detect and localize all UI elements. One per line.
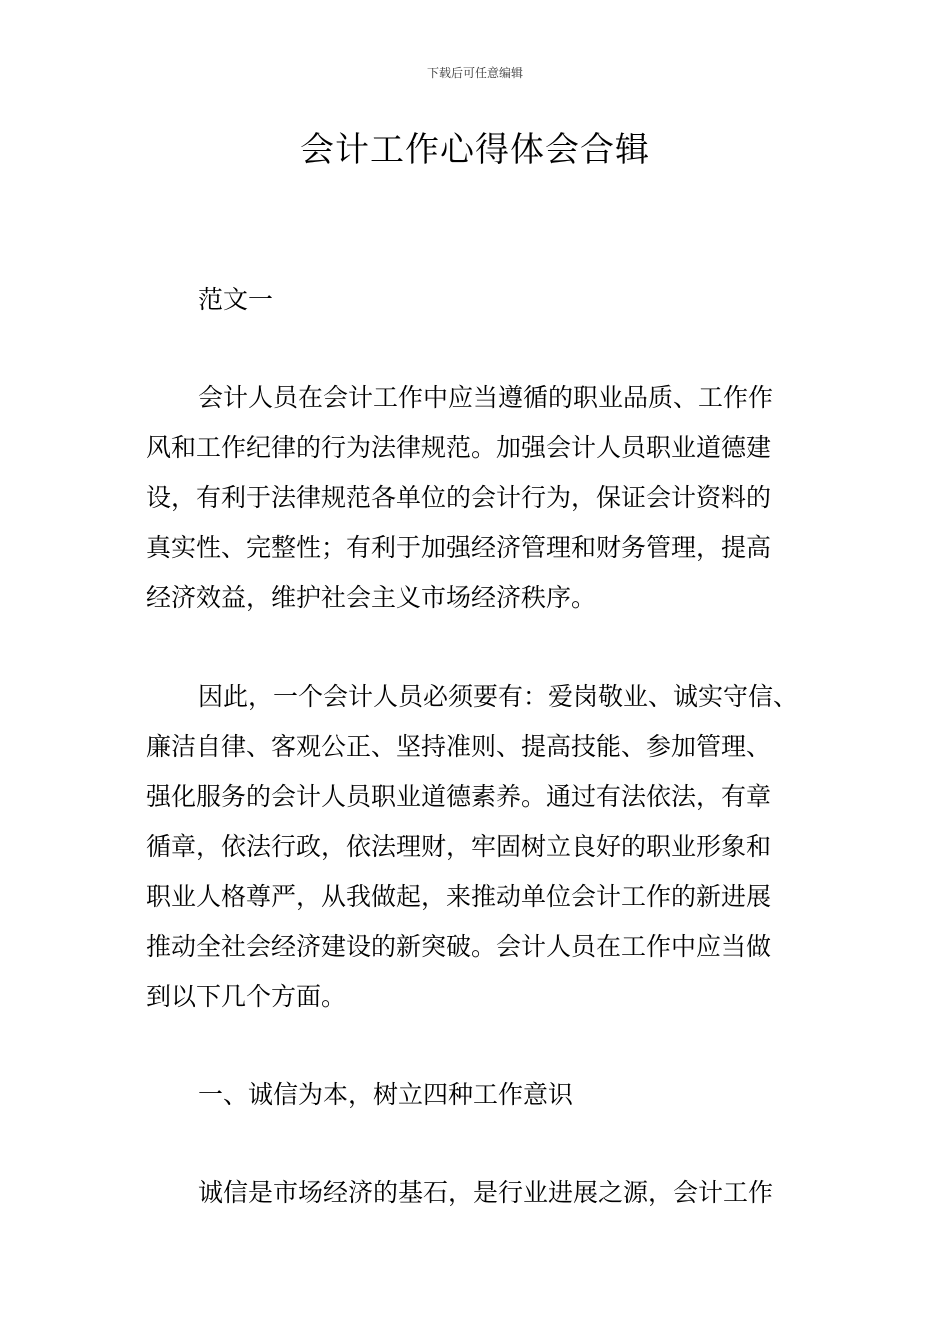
paragraph-line: 风和工作纪律的行为法律规范。加强会计人员职业道德建 bbox=[146, 433, 772, 462]
header-note: 下载后可任意编辑 bbox=[426, 66, 523, 80]
paragraph-2 bbox=[146, 672, 816, 1022]
paragraph-line: 强化服务的会计人员职业道德素养。通过有法依法，有章 bbox=[146, 782, 772, 811]
paragraph-1 bbox=[146, 373, 816, 623]
paragraph-3 bbox=[146, 1168, 816, 1218]
paragraph-line: 到以下几个方面。 bbox=[146, 982, 347, 1011]
paragraph-line: 循章，依法行政，依法理财，牢固树立良好的职业形象和 bbox=[146, 832, 772, 861]
paragraph-line: 廉洁自律、客观公正、坚持准则、提高技能、参加管理、 bbox=[146, 732, 772, 761]
paragraph-line: 设，有利于法律规范各单位的会计行为，保证会计资料的 bbox=[146, 483, 772, 512]
paragraph-line: 因此，一个会计人员必须要有：爱岗敬业、诚实守信、 bbox=[198, 682, 799, 711]
paragraph-line: 经济效益，维护社会主义市场经济秩序。 bbox=[146, 583, 597, 612]
paragraph-line: 职业人格尊严，从我做起，来推动单位会计工作的新进展 bbox=[146, 882, 772, 911]
paragraph-line: 真实性、完整性；有利于加强经济管理和财务管理，提高 bbox=[146, 533, 772, 562]
section-heading-text: 范文一 bbox=[198, 285, 274, 314]
paragraph-line: 会计人员在会计工作中应当遵循的职业品质、工作作 bbox=[198, 383, 774, 412]
paragraph-line: 推动全社会经济建设的新突破。会计人员在工作中应当做 bbox=[146, 932, 772, 961]
paragraph-line: 诚信是市场经济的基石，是行业进展之源，会计工作 bbox=[198, 1178, 774, 1207]
section-heading bbox=[146, 275, 816, 325]
subheading-block bbox=[146, 1070, 816, 1120]
document-title: 会计工作心得体会合辑 bbox=[300, 130, 650, 170]
subheading: 一、诚信为本，树立四种工作意识 bbox=[198, 1080, 574, 1109]
